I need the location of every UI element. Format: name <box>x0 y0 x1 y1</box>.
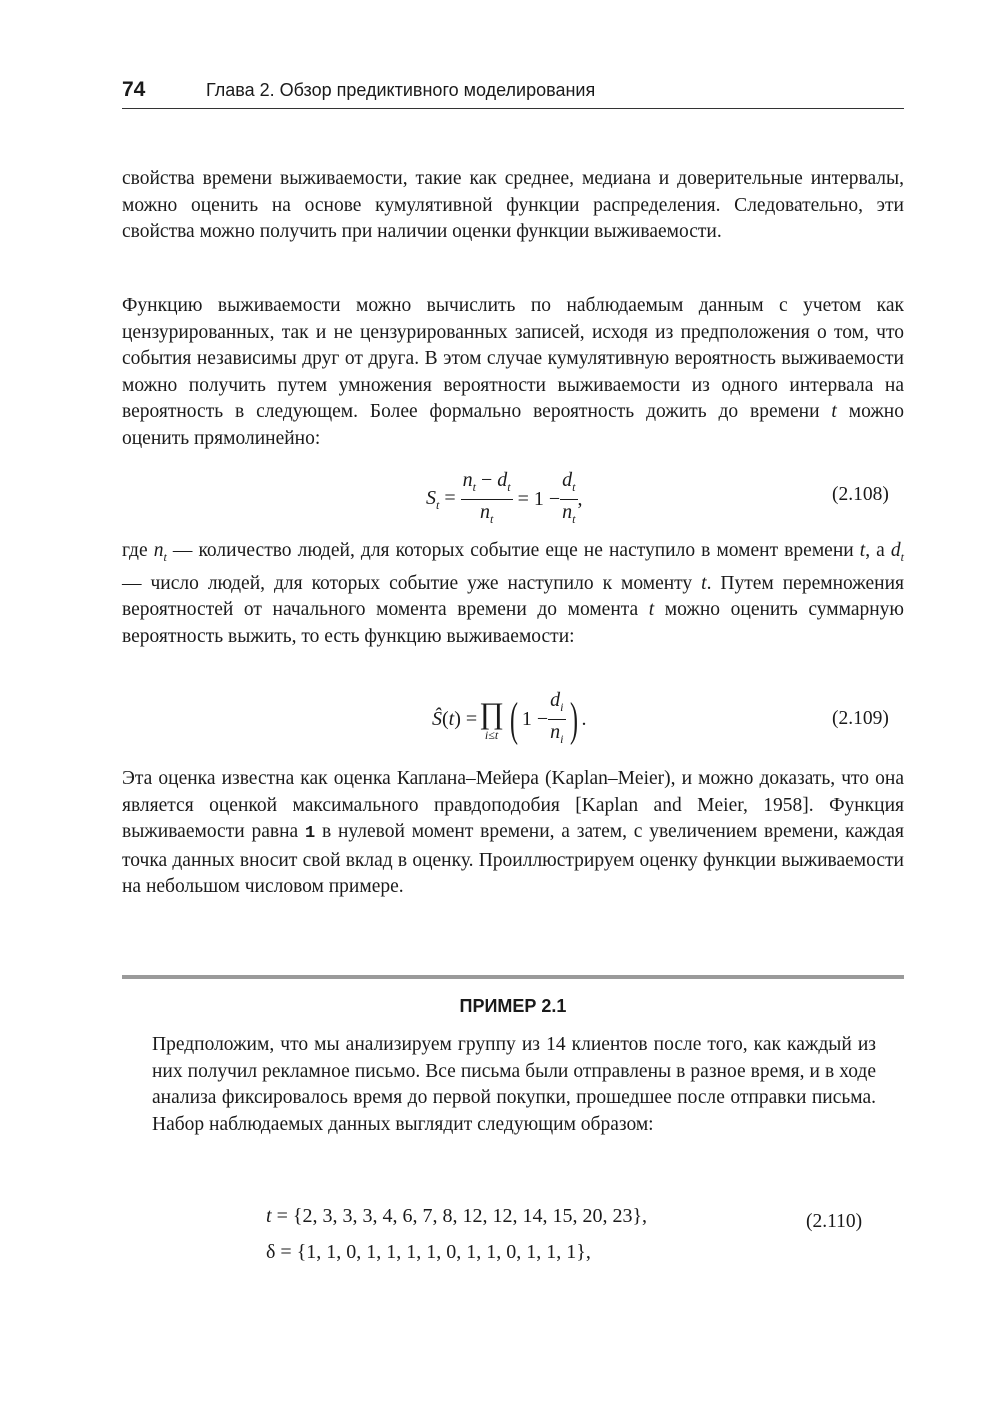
delta-values-line: δ = {1, 1, 0, 1, 1, 1, 1, 0, 1, 1, 0, 1, 1, 1}, <box>266 1241 591 1263</box>
equation-number-2-108: (2.108) <box>832 484 889 505</box>
running-header <box>122 78 904 109</box>
paragraph-2: Функцию выживаемости можно вычислить по наблюдаемым данным с учетом как цензурированных, так и не цензурированных записей, исходя из предположения о том, что события независимы друг от друга. В этом случае кумулятивную вероятность выживаемости можно получить путем умножения вероятности выживаемости из одного интервала на вероятность в следующем. Более формально вероятность дожить до времени t можно оценить прямолинейно: <box>122 295 904 449</box>
equation-2-109: Ŝ(t) = ∏ i≤t ( 1 − $\frac{d_i}{n_i}$ ) . <box>432 689 587 746</box>
equation-2-108: $S_t$ = $\frac{n_t - d_t}{n_t}$ = 1 − $\frac{d_t}{n_t}$ , <box>426 469 583 526</box>
t-values-line: t = {2, 3, 3, 3, 4, 6, 7, 8, 12, 12, 14, 15, 20, 23}, <box>266 1205 648 1227</box>
product-index: i≤t <box>484 727 499 742</box>
paragraph-1: свойства времени выживаемости, такие как среднее, медиана и доверительные интервалы, можно оценить на основе кумулятивной функции распределения. Следовательно, эти свойства можно получить при наличии оценки функции выживаемости. <box>122 168 904 243</box>
example-paragraph: Предположим, что мы анализируем группу из 14 клиентов после того, как каждый из них получил рекламное письмо. Все письма были отправлены в разное время, и в ходе анализа фиксировалось время до первой покупки, прошедшее после отправки письма. Набор наблюдаемых данных выглядит следующим образом: <box>152 1034 876 1135</box>
equation-number-2-110: (2.110) <box>806 1211 863 1232</box>
equation-2-110 <box>266 1198 647 1270</box>
paragraph-4: Эта оценка известна как оценка Каплана–Мейера (Kaplan–Meier), и можно доказать, что она является оценкой максимального правдоподобия [Kaplan and Meier, 1958]. Функция выживаемости равна 1 в нулевой момент времени, а затем, с увеличением времени, каждая точка данных вносит свой вклад в оценку. Проиллюстрируем оценку функции выживаемости на небольшом числовом примере. <box>122 768 904 898</box>
page-number: 74 <box>122 78 146 101</box>
example-divider <box>122 975 904 979</box>
chapter-title: Глава 2. Обзор предиктивного моделирования <box>206 80 596 100</box>
paragraph-3: где $n_t$ — количество людей, для которых событие еще не наступило в момент времени t, а $d_t$ — число людей, для которых событие уже наступило к моменту t. Путем перемножения вероятностей от начального момента времени до момента t можно оценить суммарную вероятность выжить, то есть функцию выживаемости: <box>122 540 904 647</box>
equation-number-2-109: (2.109) <box>832 708 889 729</box>
example-title: ПРИМЕР 2.1 <box>459 996 567 1016</box>
